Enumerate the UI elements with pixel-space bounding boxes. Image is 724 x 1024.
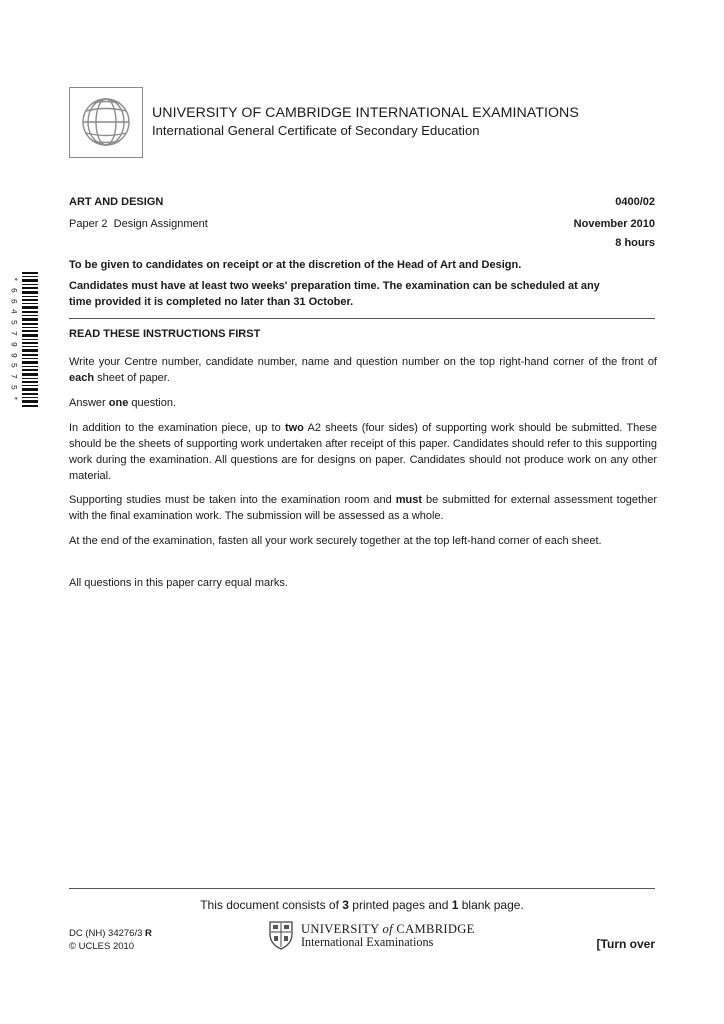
barcode-digit: 5 — [8, 384, 18, 390]
paper-number: Paper 2 — [69, 218, 108, 230]
barcode-digit: 6 — [8, 298, 18, 304]
distribution-notice: To be given to candidates on receipt or at the discretion of the Head of Art and Design. — [69, 259, 522, 271]
barcode-digit: * — [8, 276, 18, 282]
instruction-paragraph-1: Write your Centre number, candidate number, name and question number on the top right-hand corner of the front of each sheet of paper. — [69, 356, 657, 384]
instruction-paragraph-5: At the end of the examination, fasten all your work securely together at the top left-hand corner of each sheet. — [69, 535, 602, 547]
subject-title: ART AND DESIGN — [69, 196, 164, 208]
exam-session: November 2010 — [573, 218, 655, 230]
footer-divider — [69, 888, 655, 889]
barcode-digits — [6, 274, 18, 404]
cambridge-globe-logo — [69, 87, 143, 158]
barcode-digit: 5 — [8, 363, 18, 369]
barcode-digit: * — [8, 395, 18, 401]
barcode-digit: 4 — [8, 309, 18, 315]
divider-line — [69, 318, 655, 319]
barcode-digit: 7 — [8, 374, 18, 380]
barcode-digit: 5 — [8, 320, 18, 326]
globe-icon — [80, 95, 132, 149]
page-count-note: This document consists of 3 printed pages and 1 blank page. — [200, 898, 524, 912]
copyright: © UCLES 2010 — [69, 941, 135, 952]
exam-code: 0400/02 — [615, 196, 655, 208]
certificate-name: International General Certificate of Secondary Education — [152, 123, 480, 138]
barcode-digit: 6 — [8, 287, 18, 293]
preparation-notice-line-1: Candidates must have at least two weeks' preparation time. The examination can be scheduled at any — [69, 280, 600, 292]
barcode-digit: 9 — [8, 341, 18, 347]
preparation-notice-line-2: time provided it is completed no later than 31 October. — [69, 296, 354, 308]
document-reference: DC (NH) 34276/3 R — [69, 928, 152, 939]
barcode-digit: 9 — [8, 352, 18, 358]
paper-label — [69, 218, 208, 230]
instruction-paragraph-2: Answer one question. — [69, 397, 177, 409]
exam-duration: 8 hours — [615, 237, 655, 249]
barcode-digit: 7 — [8, 330, 18, 336]
ucie-subtitle: International Examinations — [301, 935, 434, 949]
paper-title: Design Assignment — [113, 218, 208, 230]
barcode-image — [22, 272, 38, 408]
instruction-paragraph-4: Supporting studies must be taken into the examination room and must be submitted for external assessment together with the final examination work. The submission will be assessed as a whole. — [69, 494, 657, 522]
ucie-logotype: UNIVERSITY of CAMBRIDGE — [301, 922, 475, 936]
instructions-heading: READ THESE INSTRUCTIONS FIRST — [69, 328, 261, 340]
university-name: UNIVERSITY OF CAMBRIDGE INTERNATIONAL EXAMINATIONS — [152, 105, 579, 121]
cambridge-crest-icon — [268, 920, 294, 950]
instruction-paragraph-6: All questions in this paper carry equal marks. — [69, 577, 288, 589]
instruction-paragraph-3: In addition to the examination piece, up to two A2 sheets (four sides) of supporting work should be submitted. These should be the sheets of supporting work undertaken after receipt of this paper. Candidates should refer to this supporting work during the examination. All questions are for designs on paper. Candidates should not produce work on any other material. — [69, 422, 657, 482]
turn-over-label: [Turn over — [596, 937, 655, 951]
